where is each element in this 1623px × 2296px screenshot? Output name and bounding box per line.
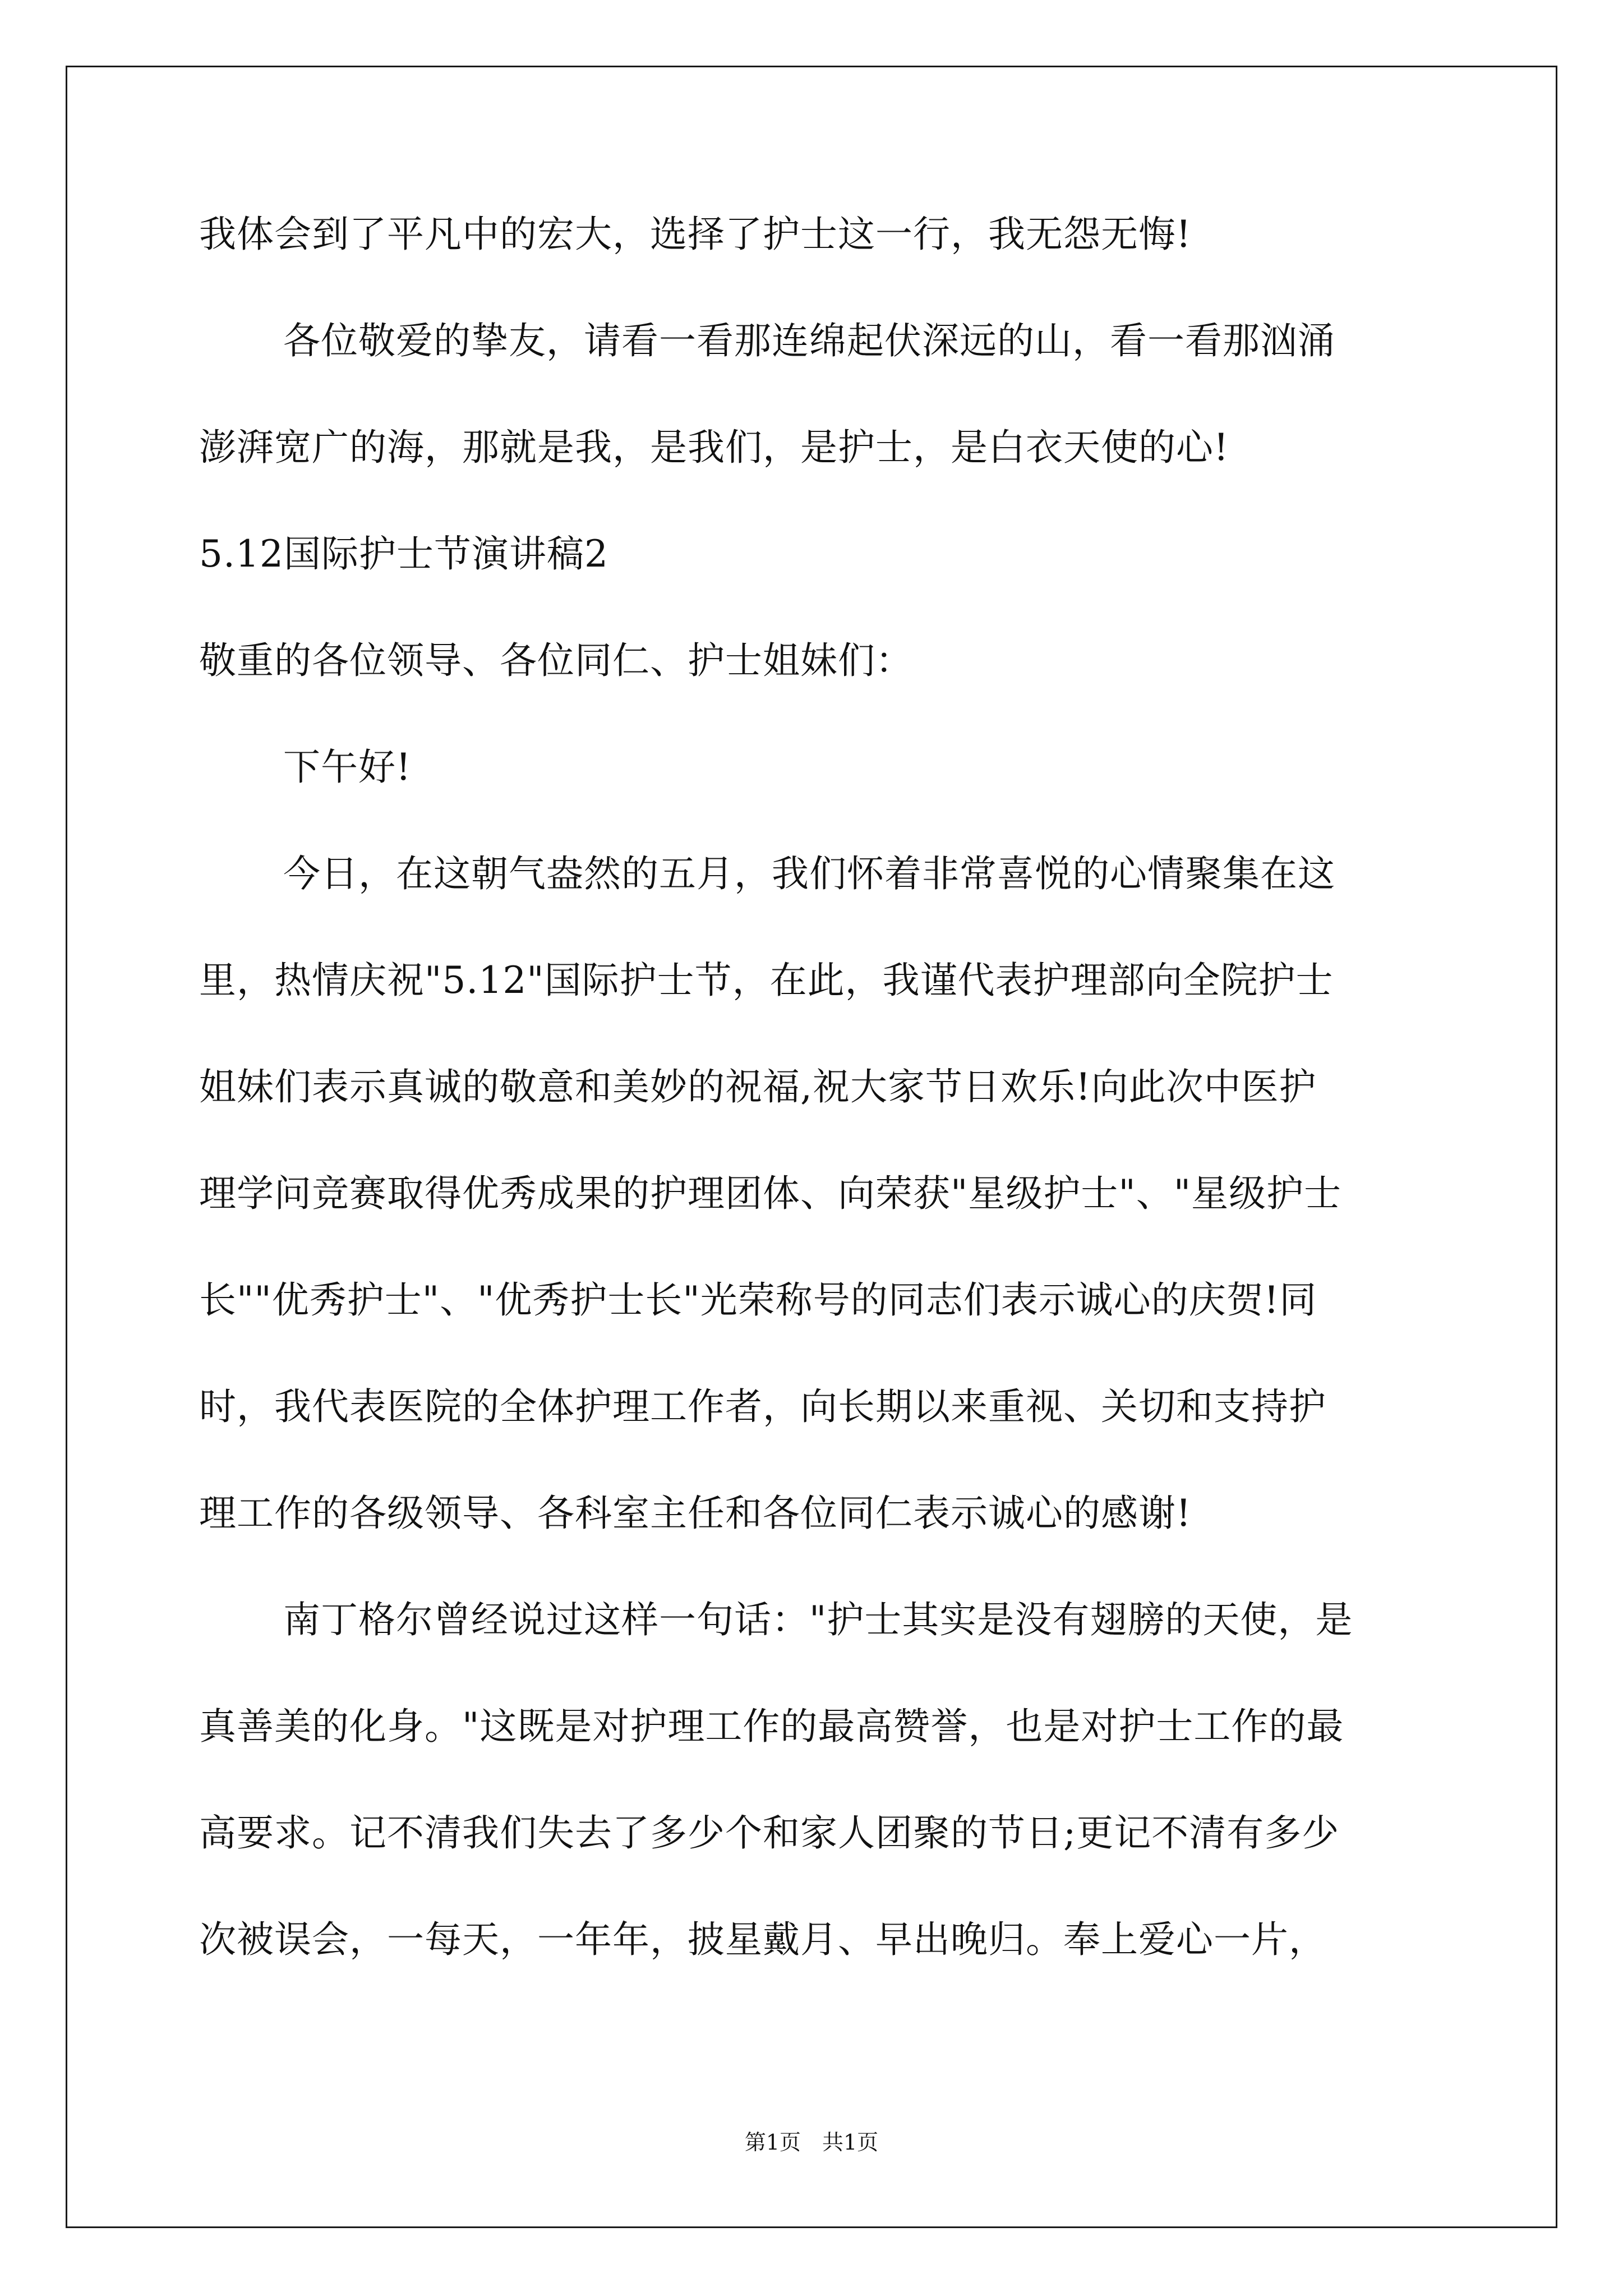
text-line: 澎湃宽广的海，那就是我，是我们，是护士，是白衣天使的心! — [199, 426, 1229, 469]
salutation: 敬重的各位领导、各位同仁、护士姐妹们： — [199, 639, 913, 682]
paragraph-start: 南丁格尔曾经说过这样一句话："护士其实是没有翅膀的天使，是 — [283, 1598, 1353, 1641]
text-line: 里，热情庆祝"5.12"国际护士节，在此，我谨代表护理部向全院护士 — [199, 959, 1334, 1002]
text-line: 高要求。记不清我们失去了多少个和家人团聚的节日;更记不清有多少 — [199, 1811, 1340, 1855]
text-line: 真善美的化身。"这既是对护理工作的最高赞誉，也是对护士工作的最 — [199, 1705, 1344, 1748]
paragraph-start: 今日，在这朝气盎然的五月，我们怀着非常喜悦的心情聚集在这 — [283, 852, 1335, 895]
paragraph-start: 各位敬爱的挚友，请看一看那连绵起伏深远的山，看一看那汹涌 — [283, 319, 1335, 362]
greeting: 下午好! — [283, 746, 412, 789]
text-line: 时，我代表医院的全体护理工作者，向长期以来重视、关切和支持护 — [199, 1385, 1326, 1428]
text-line: 长""优秀护士"、"优秀护士长"光荣称号的同志们表示诚心的庆贺!同 — [199, 1278, 1317, 1322]
text-line: 理学问竞赛取得优秀成果的护理团体、向荣获"星级护士"、"星级护士 — [199, 1172, 1342, 1215]
text-line: 理工作的各级领导、各科室主任和各位同仁表示诚心的感谢! — [199, 1492, 1192, 1535]
text-line: 姐妹们表示真诚的敬意和美妙的祝福,祝大家节日欢乐!向此次中医护 — [199, 1065, 1317, 1108]
page-border — [66, 66, 1557, 2228]
text-line: 我体会到了平凡中的宏大，选择了护士这一行，我无怨无悔! — [199, 213, 1192, 256]
section-title: 5.12国际护士节演讲稿2 — [199, 532, 608, 576]
page-footer: 第1页 共1页 — [744, 2130, 879, 2155]
text-line: 次被误会，一每天，一年年，披星戴月、早出晚归。奉上爱心一片， — [199, 1918, 1326, 1961]
